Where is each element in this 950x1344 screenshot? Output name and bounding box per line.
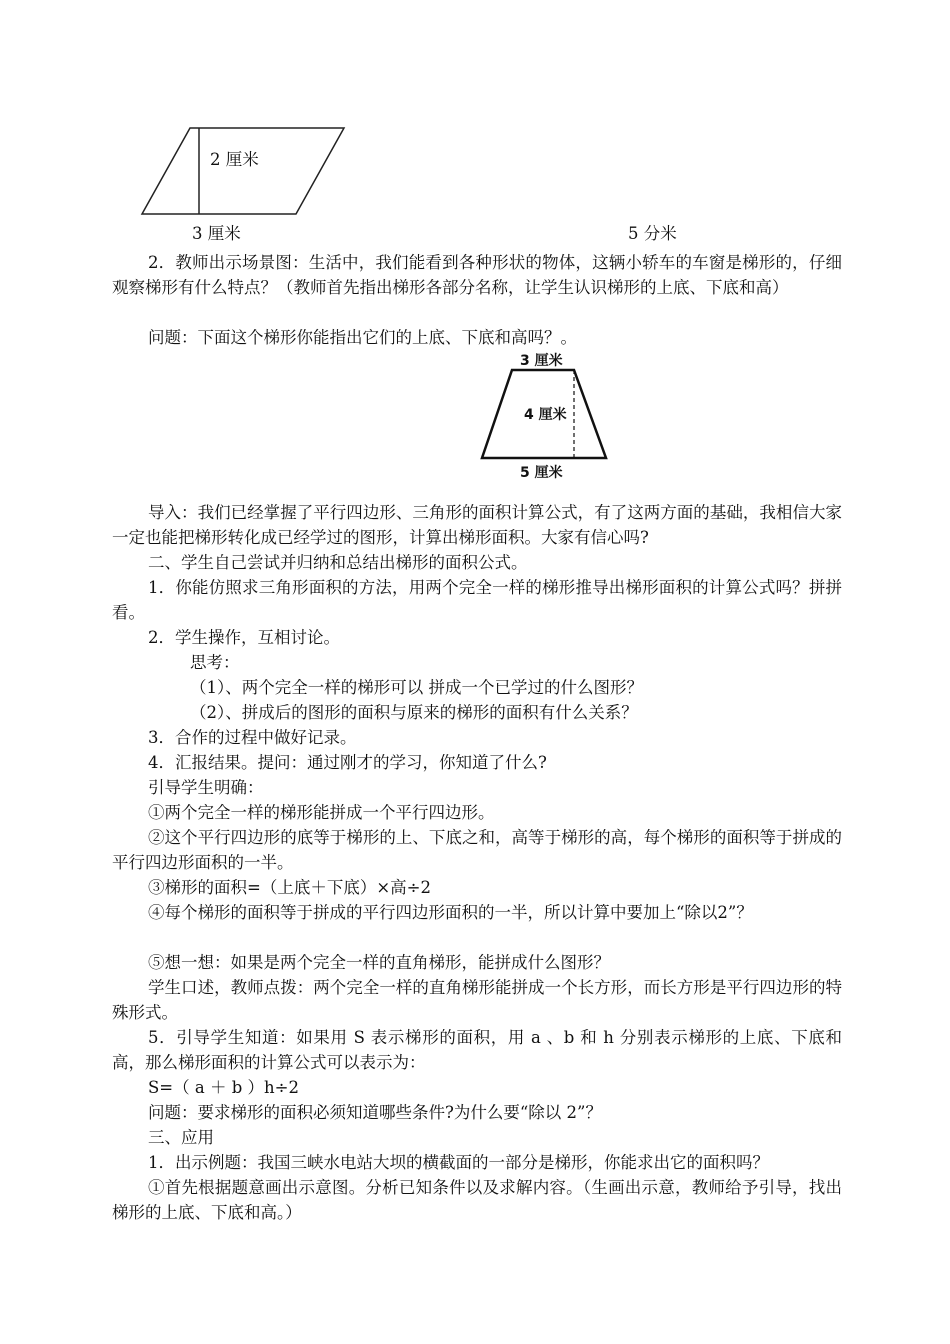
parallelogram-figure bbox=[138, 124, 348, 218]
trapezoid-height-label: 4 厘米 bbox=[524, 407, 567, 423]
paragraph-example-step-1: ①首先根据题意画出示意图。分析已知条件以及求解内容。（生画出示意，教师给予引导，找出梯形的上底、下底和高。） bbox=[112, 1178, 842, 1222]
trapezoid-bottom-label: 5 厘米 bbox=[520, 465, 563, 481]
paragraph-think-2: （2）、拼成后的图形的面积与原来的梯形的面积有什么关系？ bbox=[190, 703, 638, 722]
paragraph-scene: 2．教师出示场景图：生活中，我们能看到各种形状的物体，这辆小轿车的车窗是梯形的，仔细观察梯形有什么特点？（教师首先指出梯形各部分名称，让学生认识梯形的上底、下底和高） bbox=[112, 253, 842, 297]
paragraph-student-explain: 学生口述，教师点拨：两个完全一样的直角梯形能拼成一个长方形，而长方形是平行四边形的特殊形式。 bbox=[112, 978, 842, 1022]
paragraph-formula: S=（ a ＋ b ）h÷2 bbox=[148, 1078, 299, 1097]
paragraph-point-4: ④每个梯形的面积等于拼成的平行四边形面积的一半，所以计算中要加上“除以2”？ bbox=[148, 903, 753, 922]
paragraph-think-1: （1）、两个完全一样的梯形可以 拼成一个已学过的什么图形？ bbox=[190, 678, 643, 697]
paragraph-point-1: ①两个完全一样的梯形能拼成一个平行四边形。 bbox=[148, 803, 495, 822]
trapezoid-top-label: 3 厘米 bbox=[520, 353, 563, 369]
paragraph-question-formula: 问题：要求梯形的面积必须知道哪些条件?为什么要“除以 2”？ bbox=[148, 1103, 602, 1122]
paragraph-example: 1．出示例题：我国三峡水电站大坝的横截面的一部分是梯形，你能求出它的面积吗？ bbox=[148, 1153, 769, 1172]
paragraph-think: 思考： bbox=[190, 653, 240, 672]
paragraph-step-4: 4．汇报结果。提问：通过刚才的学习，你知道了什么? bbox=[148, 753, 547, 772]
parallelogram-base-label: 3 厘米 bbox=[192, 224, 241, 243]
paragraph-guide: 引导学生明确： bbox=[148, 778, 264, 797]
parallelogram-shape bbox=[138, 124, 348, 218]
paragraph-step-2: 2．学生操作，互相讨论。 bbox=[148, 628, 340, 647]
paragraph-point-2: ②这个平行四边形的底等于梯形的上、下底之和，高等于梯形的高，每个梯形的面积等于拼成的平行四边形面积的一半。 bbox=[112, 828, 842, 872]
parallelogram-height-label: 2 厘米 bbox=[210, 150, 259, 169]
paragraph-step-1: 1．你能仿照求三角形面积的方法，用两个完全一样的梯形推导出梯形面积的计算公式吗？拼拼看。 bbox=[112, 578, 842, 622]
paragraph-intro: 导入：我们已经掌握了平行四边形、三角形的面积计算公式，有了这两方面的基础，我相信大家一定也能把梯形转化成已经学过的图形，计算出梯形面积。大家有信心吗? bbox=[112, 503, 842, 547]
section-heading-2: 二、学生自己尝试并归纳和总结出梯形的面积公式。 bbox=[148, 553, 528, 572]
paragraph-point-5: ⑤想一想：如果是两个完全一样的直角梯形，能拼成什么图形？ bbox=[148, 953, 610, 972]
section-heading-3: 三、应用 bbox=[148, 1128, 214, 1147]
paragraph-step-5: 5．引导学生知道：如果用 S 表示梯形的面积，用 a 、b 和 h 分别表示梯形的上底、下底和高，那么梯形面积的计算公式可以表示为： bbox=[112, 1028, 842, 1072]
paragraph-question-trapezoid: 问题：下面这个梯形你能指出它们的上底、下底和高吗？。 bbox=[148, 328, 577, 347]
paragraph-step-3: 3．合作的过程中做好记录。 bbox=[148, 728, 357, 747]
paragraph-point-3: ③梯形的面积=（上底＋下底）×高÷2 bbox=[148, 878, 431, 897]
parallelogram-other-label: 5 分米 bbox=[628, 224, 677, 243]
